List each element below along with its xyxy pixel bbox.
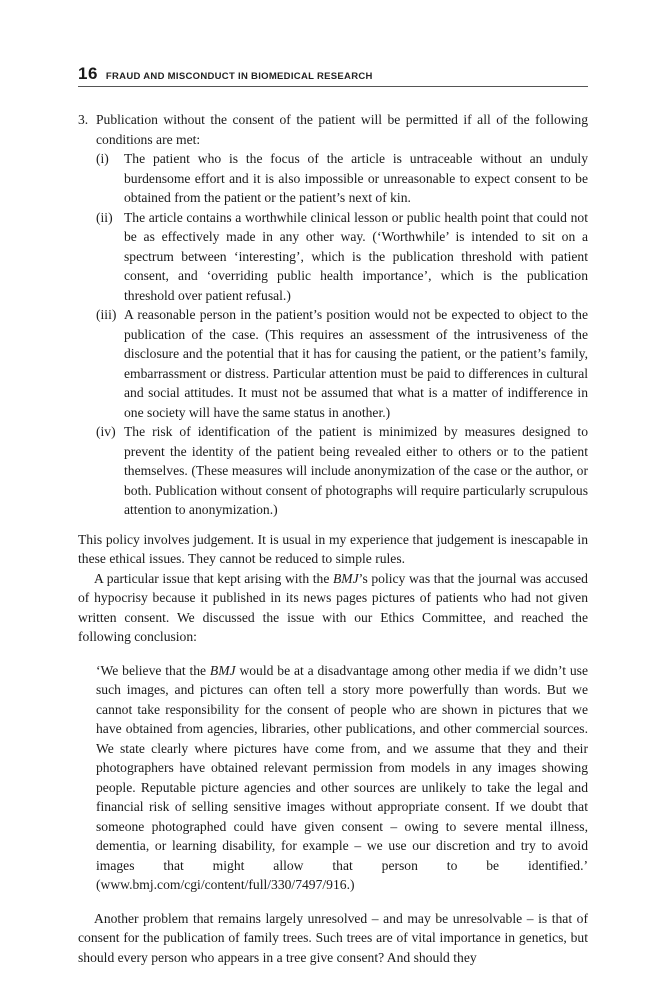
- ethics-committee-quote: ‘We believe that the BMJ would be at a disadvantage among other media if we didn’t use such images, and pictures can often tell a story more powerfully than words. But we cannot take responsibility for the consent of people who are shown in pictures that we have obtained from agencies, libraries, other publications, and other commercial sources. We state clearly where pictures have come from, and we assume that they and their photographers have obtained relevant permission from models in any images showing people. Reputable picture agencies and other sources are unlikely to take the legal and financial risk of selling sensitive images without appropriate consent. If we doubt that someone photographed could have given consent – owing to severe mental illness, dementia, or learning disability, for example – we use our discretion and try to avoid images that might allow that person to be identified.’ (www.bmj.com/cgi/content/full/330/7497/916.): [96, 662, 588, 892]
- condition-text: The patient who is the focus of the article is untraceable without an unduly burdensome effort and it is also impossible or unreasonable to expect consent to be obtained from the patient or the patient’s next of kin.: [124, 151, 588, 205]
- condition-marker: (ii): [96, 209, 113, 225]
- condition-text: A reasonable person in the patient’s position would not be expected to object to the publication of the case. (This requires an assessment of the intrusiveness of the disclosure and the potential that it has for causing the patient, or the patient’s family, embarrassment or distress. Particular attention must be paid to differences in cultural and social attitudes. It must not be assumed that what is a matter of indifference in one society will have the same status in another.): [124, 307, 588, 420]
- item-intro-text: Publication without the consent of the patient will be permitted if all of the following conditions are met:: [96, 112, 588, 147]
- condition-marker: (iv): [96, 424, 116, 439]
- running-head: FRAUD AND MISCONDUCT IN BIOMEDICAL RESEARCH: [105, 71, 373, 82]
- page-number: 16: [78, 64, 98, 83]
- page-header: [78, 64, 588, 87]
- condition-marker: (i): [96, 151, 109, 166]
- paragraph-family-trees: Another problem that remains largely unresolved – and may be unresolvable – is that of consent for the publication of family trees. Such trees are of vital importance in genetics, but should every person who appears in a tree give consent? And should they: [78, 910, 588, 965]
- item-number: 3.: [78, 112, 89, 127]
- condition-item: [96, 305, 588, 422]
- condition-marker: (iii): [96, 307, 117, 322]
- condition-item: [96, 208, 588, 306]
- condition-text: The risk of identification of the patient is minimized by measures designed to prevent the identity of the patient being revealed either to others or to the patient themselves. (These measures will include anonymization of the case or the author, or both. Publication without consent of photographs will require particularly scrupulous attention to anonymization.): [124, 424, 588, 517]
- condition-text: The article contains a worthwhile clinical lesson or public health point that could not be as effectively made in any other way. (‘Worthwhile’ is intended to sit on a spectrum between ‘interesting’, which is the publication threshold with patient consent, and ‘overriding public health importance’, which is the publication threshold over patient refusal.): [124, 209, 588, 303]
- page-body: [78, 110, 588, 967]
- paragraph-policy-judgement: This policy involves judgement. It is usual in my experience that judgement is inescapable in these ethical issues. They cannot be reduced to simple rules.: [78, 531, 588, 566]
- condition-item: [96, 149, 588, 208]
- condition-list: [78, 149, 588, 520]
- numbered-item-3: [78, 110, 588, 149]
- condition-item: [96, 422, 588, 520]
- paragraph-hypocrisy-issue: A particular issue that kept arising with the BMJ’s policy was that the journal was accused of hypocrisy because it published in its news pages pictures of patients who had not given written consent. We discussed the issue with our Ethics Committee, and reached the following conclusion:: [78, 570, 588, 644]
